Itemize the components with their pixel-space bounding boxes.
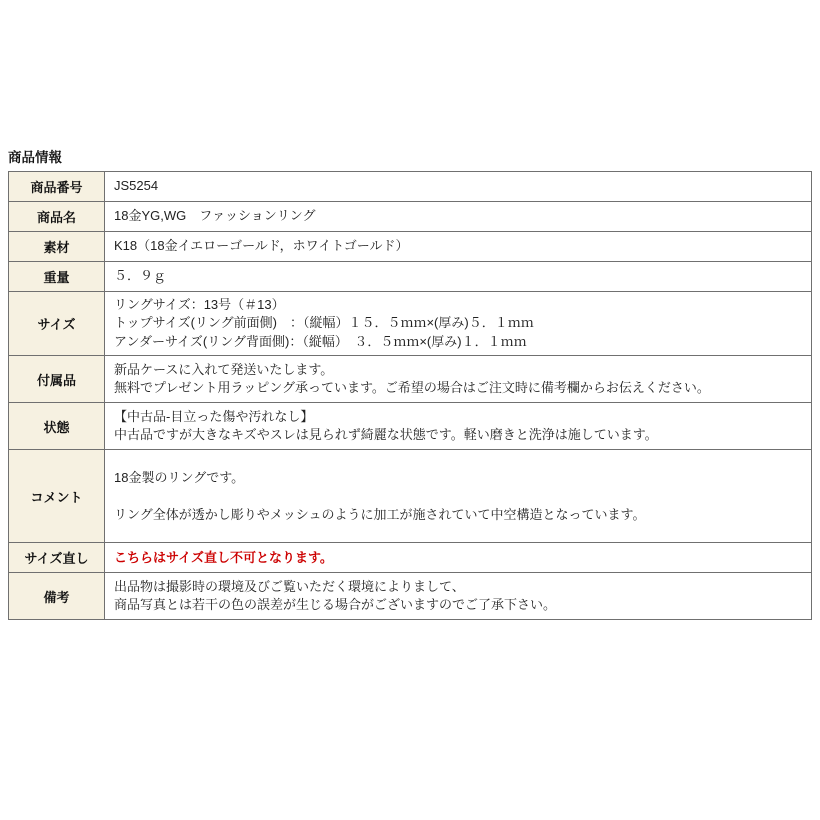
row-label-accessories: 付属品 [9, 356, 105, 403]
value-line: K18（18金イエローゴールド，ホワイトゴールド） [114, 238, 409, 254]
table-row-condition [9, 403, 812, 450]
product-info-section [8, 146, 812, 620]
table-row-accessories [9, 356, 812, 403]
table-row-product-number [9, 172, 812, 202]
value-line: JS5254 [114, 178, 159, 194]
row-value-accessories [105, 356, 812, 403]
row-value-comment [105, 450, 812, 543]
value-line: リング全体が透かし彫りやメッシュのように加工が施されていて中空構造となっています。 [114, 506, 646, 522]
value-line: リングサイズ：13号（＃13） [114, 297, 285, 312]
value-line: 無料でプレゼント用ラッピング承っています。ご希望の場合はご注文時に備考欄からお伝えください。 [114, 380, 710, 396]
value-line: 新品ケースに入れて発送いたします。 [114, 361, 334, 377]
row-label-remarks: 備考 [9, 573, 105, 620]
row-label-product-number: 商品番号 [9, 172, 105, 202]
row-label-comment: コメント [9, 450, 105, 543]
row-label-product-name: 商品名 [9, 202, 105, 232]
product-info-table [8, 171, 812, 620]
row-value-material [105, 232, 812, 262]
value-line: アンダーサイズ(リング背面側)：（縦幅） ３．５ｍｍ×(厚み)１．１ｍｍ [114, 333, 527, 349]
row-label-material: 素材 [9, 232, 105, 262]
row-label-condition: 状態 [9, 403, 105, 450]
value-line: 18金製のリングです。 [114, 469, 245, 485]
table-row-weight [9, 262, 812, 292]
row-label-resize: サイズ直し [9, 543, 105, 573]
table-row-material [9, 232, 812, 262]
table-row-remarks [9, 573, 812, 620]
page-title: 商品情報 [8, 150, 62, 165]
table-row-product-name [9, 202, 812, 232]
table-row-size [9, 292, 812, 356]
row-value-weight [105, 262, 812, 292]
row-value-remarks [105, 573, 812, 620]
row-value-condition [105, 403, 812, 450]
row-value-size [105, 292, 812, 356]
value-line: 中古品ですが大きなキズやスレは見られず綺麗な状態です。軽い磨きと洗浄は施しています。 [114, 427, 658, 443]
table-row-comment [9, 450, 812, 543]
value-line: 【中古品-目立った傷や汚れなし】 [114, 408, 314, 424]
value-line: トップサイズ(リング前面側) ：（縦幅）１５．５ｍｍ×(厚み)５．１ｍｍ [114, 315, 534, 331]
value-line: 出品物は撮影時の環境及びご覧いただく環境によりまして、 [114, 578, 465, 594]
value-line-resize-warning: こちらはサイズ直し不可となります。 [114, 549, 333, 565]
row-value-product-name [105, 202, 812, 232]
row-value-resize [105, 543, 812, 573]
row-label-weight: 重量 [9, 262, 105, 292]
value-line: 商品写真とは若干の色の誤差が生じる場合がございますのでご了承下さい。 [114, 597, 557, 613]
row-value-product-number [105, 172, 812, 202]
value-line: ５．９ｇ [114, 268, 167, 284]
value-line [114, 487, 802, 505]
value-line: 18金YG,WG ファッションリング [114, 208, 316, 224]
table-row-resize [9, 543, 812, 573]
row-label-size: サイズ [9, 292, 105, 356]
